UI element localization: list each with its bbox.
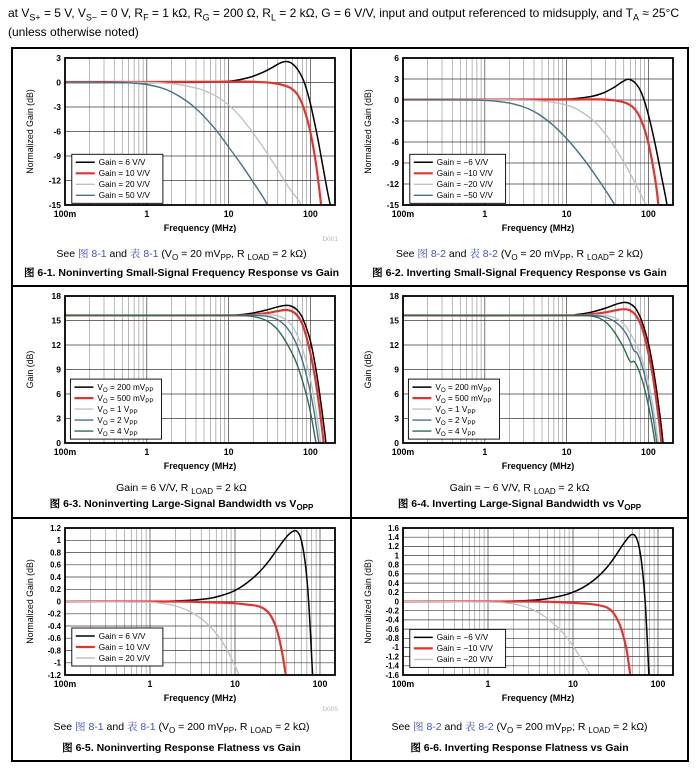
figure-caption <box>53 719 309 735</box>
figure-title: 图 6-6. Inverting Response Flatness vs Gain <box>410 741 629 754</box>
svg-text:0.6: 0.6 <box>387 569 399 579</box>
svg-text:-9: -9 <box>52 150 61 161</box>
caption-text: Gain = − 6 V/V, R $_{LOAD}$ = 2 kΩ <box>449 481 590 496</box>
svg-text:VO = 1 VPP: $V_O = 1$ $V_{PP}$ <box>96 404 138 416</box>
caption-text: and <box>103 720 127 733</box>
caption-text: and <box>106 248 130 261</box>
svg-text:VO = 4 VPP: $V_O = 4$ $V_{PP}$ <box>96 426 138 438</box>
svg-text:100: 100 <box>650 678 665 689</box>
svg-text:Gain = −20 V/V: Gain = −20 V/V <box>436 179 493 189</box>
caption-text: See <box>391 720 414 733</box>
chart-noninverting-large-signal <box>20 290 344 482</box>
svg-text:Gain = 20 V/V: Gain = 20 V/V <box>98 179 150 189</box>
svg-text:100: 100 <box>312 678 327 689</box>
svg-text:100m: 100m <box>391 446 414 457</box>
figure-link[interactable]: 表 8-2 <box>465 720 494 733</box>
figure-panel-6-3 <box>13 285 350 517</box>
svg-text:1: 1 <box>485 678 490 689</box>
svg-text:-1.2: -1.2 <box>385 652 399 662</box>
svg-text:Gain = 50 V/V: Gain = 50 V/V <box>98 190 150 200</box>
svg-text:100: 100 <box>640 208 656 219</box>
figure-caption <box>396 246 643 262</box>
figure-caption <box>450 482 590 496</box>
caption-text: ($V_O = 20$ $mV_{PP}$, R $_{LOAD}$= 2 kΩ) <box>497 248 644 263</box>
svg-text:100: 100 <box>302 208 318 219</box>
svg-text:-9: -9 <box>390 157 399 168</box>
svg-text:10: 10 <box>567 678 578 689</box>
x-axis-label: Frequency (MHz) <box>501 460 574 471</box>
svg-text:Gain = −10 V/V: Gain = −10 V/V <box>436 168 493 178</box>
svg-text:0.4: 0.4 <box>387 578 399 588</box>
svg-text:0.2: 0.2 <box>387 587 399 597</box>
svg-text:-6: -6 <box>390 136 399 147</box>
figure-caption <box>391 719 647 735</box>
svg-text:1: 1 <box>56 535 61 545</box>
legend <box>71 154 162 203</box>
x-axis-label: Frequency (MHz) <box>501 692 574 703</box>
figure-link[interactable]: 表 8-2 <box>469 248 498 261</box>
svg-text:100: 100 <box>302 446 318 457</box>
svg-text:100m: 100m <box>391 208 414 219</box>
y-axis-label: Normalized Gain (dB) <box>362 88 373 174</box>
svg-text:100m: 100m <box>391 678 414 689</box>
legend <box>409 629 505 667</box>
svg-text:VO = 200 mVPP: $V_O = 200$ $mV_{PP}$ <box>96 382 154 394</box>
svg-text:Gain = −20 V/V: Gain = −20 V/V <box>436 654 493 664</box>
svg-text:10: 10 <box>223 208 233 219</box>
watermark: D001 <box>321 235 338 243</box>
legend <box>409 154 505 203</box>
svg-text:0.6: 0.6 <box>49 560 61 570</box>
svg-text:Gain = 10 V/V: Gain = 10 V/V <box>98 168 150 178</box>
figure-link[interactable]: 图 8-2 <box>417 248 447 261</box>
svg-text:-0.8: -0.8 <box>47 646 61 656</box>
svg-text:0: 0 <box>55 437 61 448</box>
caption-text: ($V_O = 200$ $mV_{PP}$, R $_{LOAD}$ = 2 kΩ) <box>155 720 310 735</box>
svg-text:3: 3 <box>393 73 399 84</box>
caption-text: and <box>441 720 465 733</box>
svg-text:3: 3 <box>55 413 61 424</box>
svg-text:18: 18 <box>389 290 399 301</box>
svg-text:-0.4: -0.4 <box>47 621 61 631</box>
svg-text:-0.8: -0.8 <box>385 633 399 643</box>
chart-noninverting-flatness <box>20 522 344 714</box>
svg-text:1: 1 <box>481 208 487 219</box>
conditions-header: at $V_{S+} = 5$ V, $V_{S-} = 0$ V, $R_F = 1$ kΩ, $R_G = 200$ Ω, $R_L = 2$ kΩ, G = 6 V/V, input and output referenced to midsupply, and $T_A \approx 25^\circ C$ (unless otherwise noted) <box>8 6 680 39</box>
svg-text:-1: -1 <box>53 658 61 668</box>
svg-text:Gain = −10 V/V: Gain = −10 V/V <box>436 643 493 653</box>
svg-text:0: 0 <box>55 77 61 88</box>
figure-title: 图 6-1. Noninverting Small-Signal Frequency Response vs Gain <box>23 266 340 279</box>
svg-text:12: 12 <box>389 339 399 350</box>
svg-text:-1.4: -1.4 <box>385 661 399 671</box>
svg-text:VO = 2 VPP: $V_O = 2$ $V_{PP}$ <box>96 415 138 427</box>
svg-text:12: 12 <box>51 339 61 350</box>
svg-text:1: 1 <box>394 551 399 561</box>
svg-text:1.4: 1.4 <box>387 532 399 542</box>
figure-panel-6-2 <box>350 49 687 285</box>
svg-text:100: 100 <box>640 446 656 457</box>
figure-title: 图 6-5. Noninverting Response Flatness vs Gain <box>62 741 301 754</box>
figure-panel-6-4 <box>350 285 687 517</box>
caption-text: See <box>53 720 76 733</box>
svg-text:-3: -3 <box>390 115 399 126</box>
svg-text:1: 1 <box>143 208 149 219</box>
svg-text:1.2: 1.2 <box>49 523 61 533</box>
x-axis-label: Frequency (MHz) <box>163 692 236 703</box>
svg-text:10: 10 <box>561 208 571 219</box>
svg-text:9: 9 <box>393 364 399 375</box>
svg-text:VO = 4 VPP: $V_O = 4$ $V_{PP}$ <box>434 426 476 438</box>
svg-text:Gain = −50 V/V: Gain = −50 V/V <box>436 190 493 200</box>
y-axis-label: Gain (dB) <box>24 350 35 389</box>
caption-text: See <box>395 248 418 261</box>
chart-inverting-large-signal <box>358 290 682 482</box>
legend <box>70 379 161 439</box>
figure-link[interactable]: 表 8-1 <box>127 720 156 733</box>
svg-text:3: 3 <box>55 52 61 63</box>
figure-caption <box>56 246 306 262</box>
svg-text:10: 10 <box>229 678 240 689</box>
figure-caption <box>116 482 247 496</box>
svg-text:6: 6 <box>55 388 61 399</box>
svg-text:100m: 100m <box>53 208 76 219</box>
figure-link[interactable]: 表 8-1 <box>129 248 159 261</box>
svg-text:VO = 500 mVPP: $V_O = 500$ $mV_{PP}$ <box>96 393 154 405</box>
svg-text:VO = 1 VPP: $V_O = 1$ $V_{PP}$ <box>434 404 476 416</box>
chart-noninverting-small-signal <box>20 52 344 244</box>
svg-text:Gain = 6 V/V: Gain = 6 V/V <box>98 631 145 641</box>
svg-text:Gain = 20 V/V: Gain = 20 V/V <box>98 653 150 663</box>
svg-text:0.8: 0.8 <box>49 548 61 558</box>
svg-text:Gain = 6 V/V: Gain = 6 V/V <box>98 157 145 167</box>
figure-link[interactable]: 图 8-2 <box>413 720 442 733</box>
svg-text:100m: 100m <box>53 446 76 457</box>
y-axis-label: Normalized Gain (dB) <box>362 558 373 644</box>
svg-text:Gain = −6 V/V: Gain = −6 V/V <box>436 157 488 167</box>
caption-text: See <box>56 248 78 261</box>
svg-text:Gain = −6 V/V: Gain = −6 V/V <box>436 632 488 642</box>
svg-text:-12: -12 <box>386 178 399 189</box>
svg-text:18: 18 <box>51 290 61 301</box>
figure-link[interactable]: 图 8-1 <box>75 720 104 733</box>
svg-text:-15: -15 <box>386 199 399 210</box>
svg-text:6: 6 <box>393 388 399 399</box>
svg-text:3: 3 <box>393 413 399 424</box>
caption-text: ($V_O = 20$ $mV_{PP}$, R $_{LOAD}$ = 2 kΩ) <box>158 248 307 263</box>
svg-text:-15: -15 <box>48 199 61 210</box>
svg-text:1: 1 <box>481 446 487 457</box>
figure-panel-6-5 <box>13 517 350 760</box>
chart-inverting-flatness <box>358 522 682 714</box>
svg-text:0: 0 <box>394 597 399 607</box>
svg-text:15: 15 <box>51 315 61 326</box>
svg-text:100m: 100m <box>53 678 76 689</box>
svg-text:-0.6: -0.6 <box>47 633 61 643</box>
figure-link[interactable]: 图 8-1 <box>77 248 107 261</box>
svg-text:-0.2: -0.2 <box>385 606 399 616</box>
svg-text:-1.2: -1.2 <box>47 670 61 680</box>
figure-title: 图 6-4. Inverting Large-Signal Bandwidth vs $V_{OPP}$ <box>397 497 642 512</box>
svg-text:1: 1 <box>147 678 152 689</box>
svg-text:0: 0 <box>393 437 399 448</box>
svg-text:6: 6 <box>393 52 399 63</box>
svg-text:-3: -3 <box>52 101 61 112</box>
figure-title: 图 6-2. Inverting Small-Signal Frequency Response vs Gain <box>372 266 667 279</box>
x-axis-label: Frequency (MHz) <box>163 222 236 233</box>
svg-text:0.8: 0.8 <box>387 560 399 570</box>
svg-text:-1: -1 <box>391 642 399 652</box>
svg-text:-0.2: -0.2 <box>47 609 61 619</box>
legend <box>71 628 162 666</box>
svg-text:VO = 2 VPP: $V_O = 2$ $V_{PP}$ <box>434 415 476 427</box>
svg-text:15: 15 <box>389 315 399 326</box>
svg-text:-0.4: -0.4 <box>385 615 399 625</box>
svg-text:-0.6: -0.6 <box>385 624 399 634</box>
chart-inverting-small-signal <box>358 52 682 244</box>
svg-text:-12: -12 <box>48 175 61 186</box>
svg-text:0.2: 0.2 <box>49 584 61 594</box>
svg-text:1: 1 <box>143 446 149 457</box>
y-axis-label: Gain (dB) <box>362 350 373 389</box>
svg-text:1.2: 1.2 <box>387 541 399 551</box>
figure-grid <box>11 47 689 762</box>
caption-text: Gain = 6 V/V, R $_{LOAD}$ = 2 kΩ <box>116 481 247 496</box>
svg-text:VO = 500 mVPP: $V_O = 500$ $mV_{PP}$ <box>434 393 492 405</box>
figure-panel-6-1 <box>13 49 350 285</box>
y-axis-label: Normalized Gain (dB) <box>24 558 35 644</box>
caption-text: and <box>446 248 470 261</box>
x-axis-label: Frequency (MHz) <box>501 222 574 233</box>
figure-title: 图 6-3. Noninverting Large-Signal Bandwidth vs $V_{OPP}$ <box>49 497 314 512</box>
svg-text:-6: -6 <box>52 126 61 137</box>
svg-text:VO = 200 mVPP: $V_O = 200$ $mV_{PP}$ <box>434 382 492 394</box>
y-axis-label: Normalized Gain (dB) <box>24 88 35 174</box>
svg-text:10: 10 <box>561 446 571 457</box>
svg-text:0: 0 <box>393 94 399 105</box>
figure-panel-6-6 <box>350 517 687 760</box>
svg-text:1.6: 1.6 <box>387 523 399 533</box>
svg-text:10: 10 <box>223 446 233 457</box>
legend <box>408 379 499 439</box>
svg-text:-1.6: -1.6 <box>385 670 399 680</box>
svg-text:0: 0 <box>56 597 61 607</box>
svg-text:Gain = 10 V/V: Gain = 10 V/V <box>98 642 150 652</box>
svg-text:0.4: 0.4 <box>49 572 61 582</box>
watermark: D005 <box>321 705 338 713</box>
x-axis-label: Frequency (MHz) <box>163 460 236 471</box>
caption-text: ($V_O = 200$ $mV_{PP}$; R $_{LOAD}$ = 2 kΩ) <box>493 720 648 735</box>
svg-text:9: 9 <box>55 364 61 375</box>
